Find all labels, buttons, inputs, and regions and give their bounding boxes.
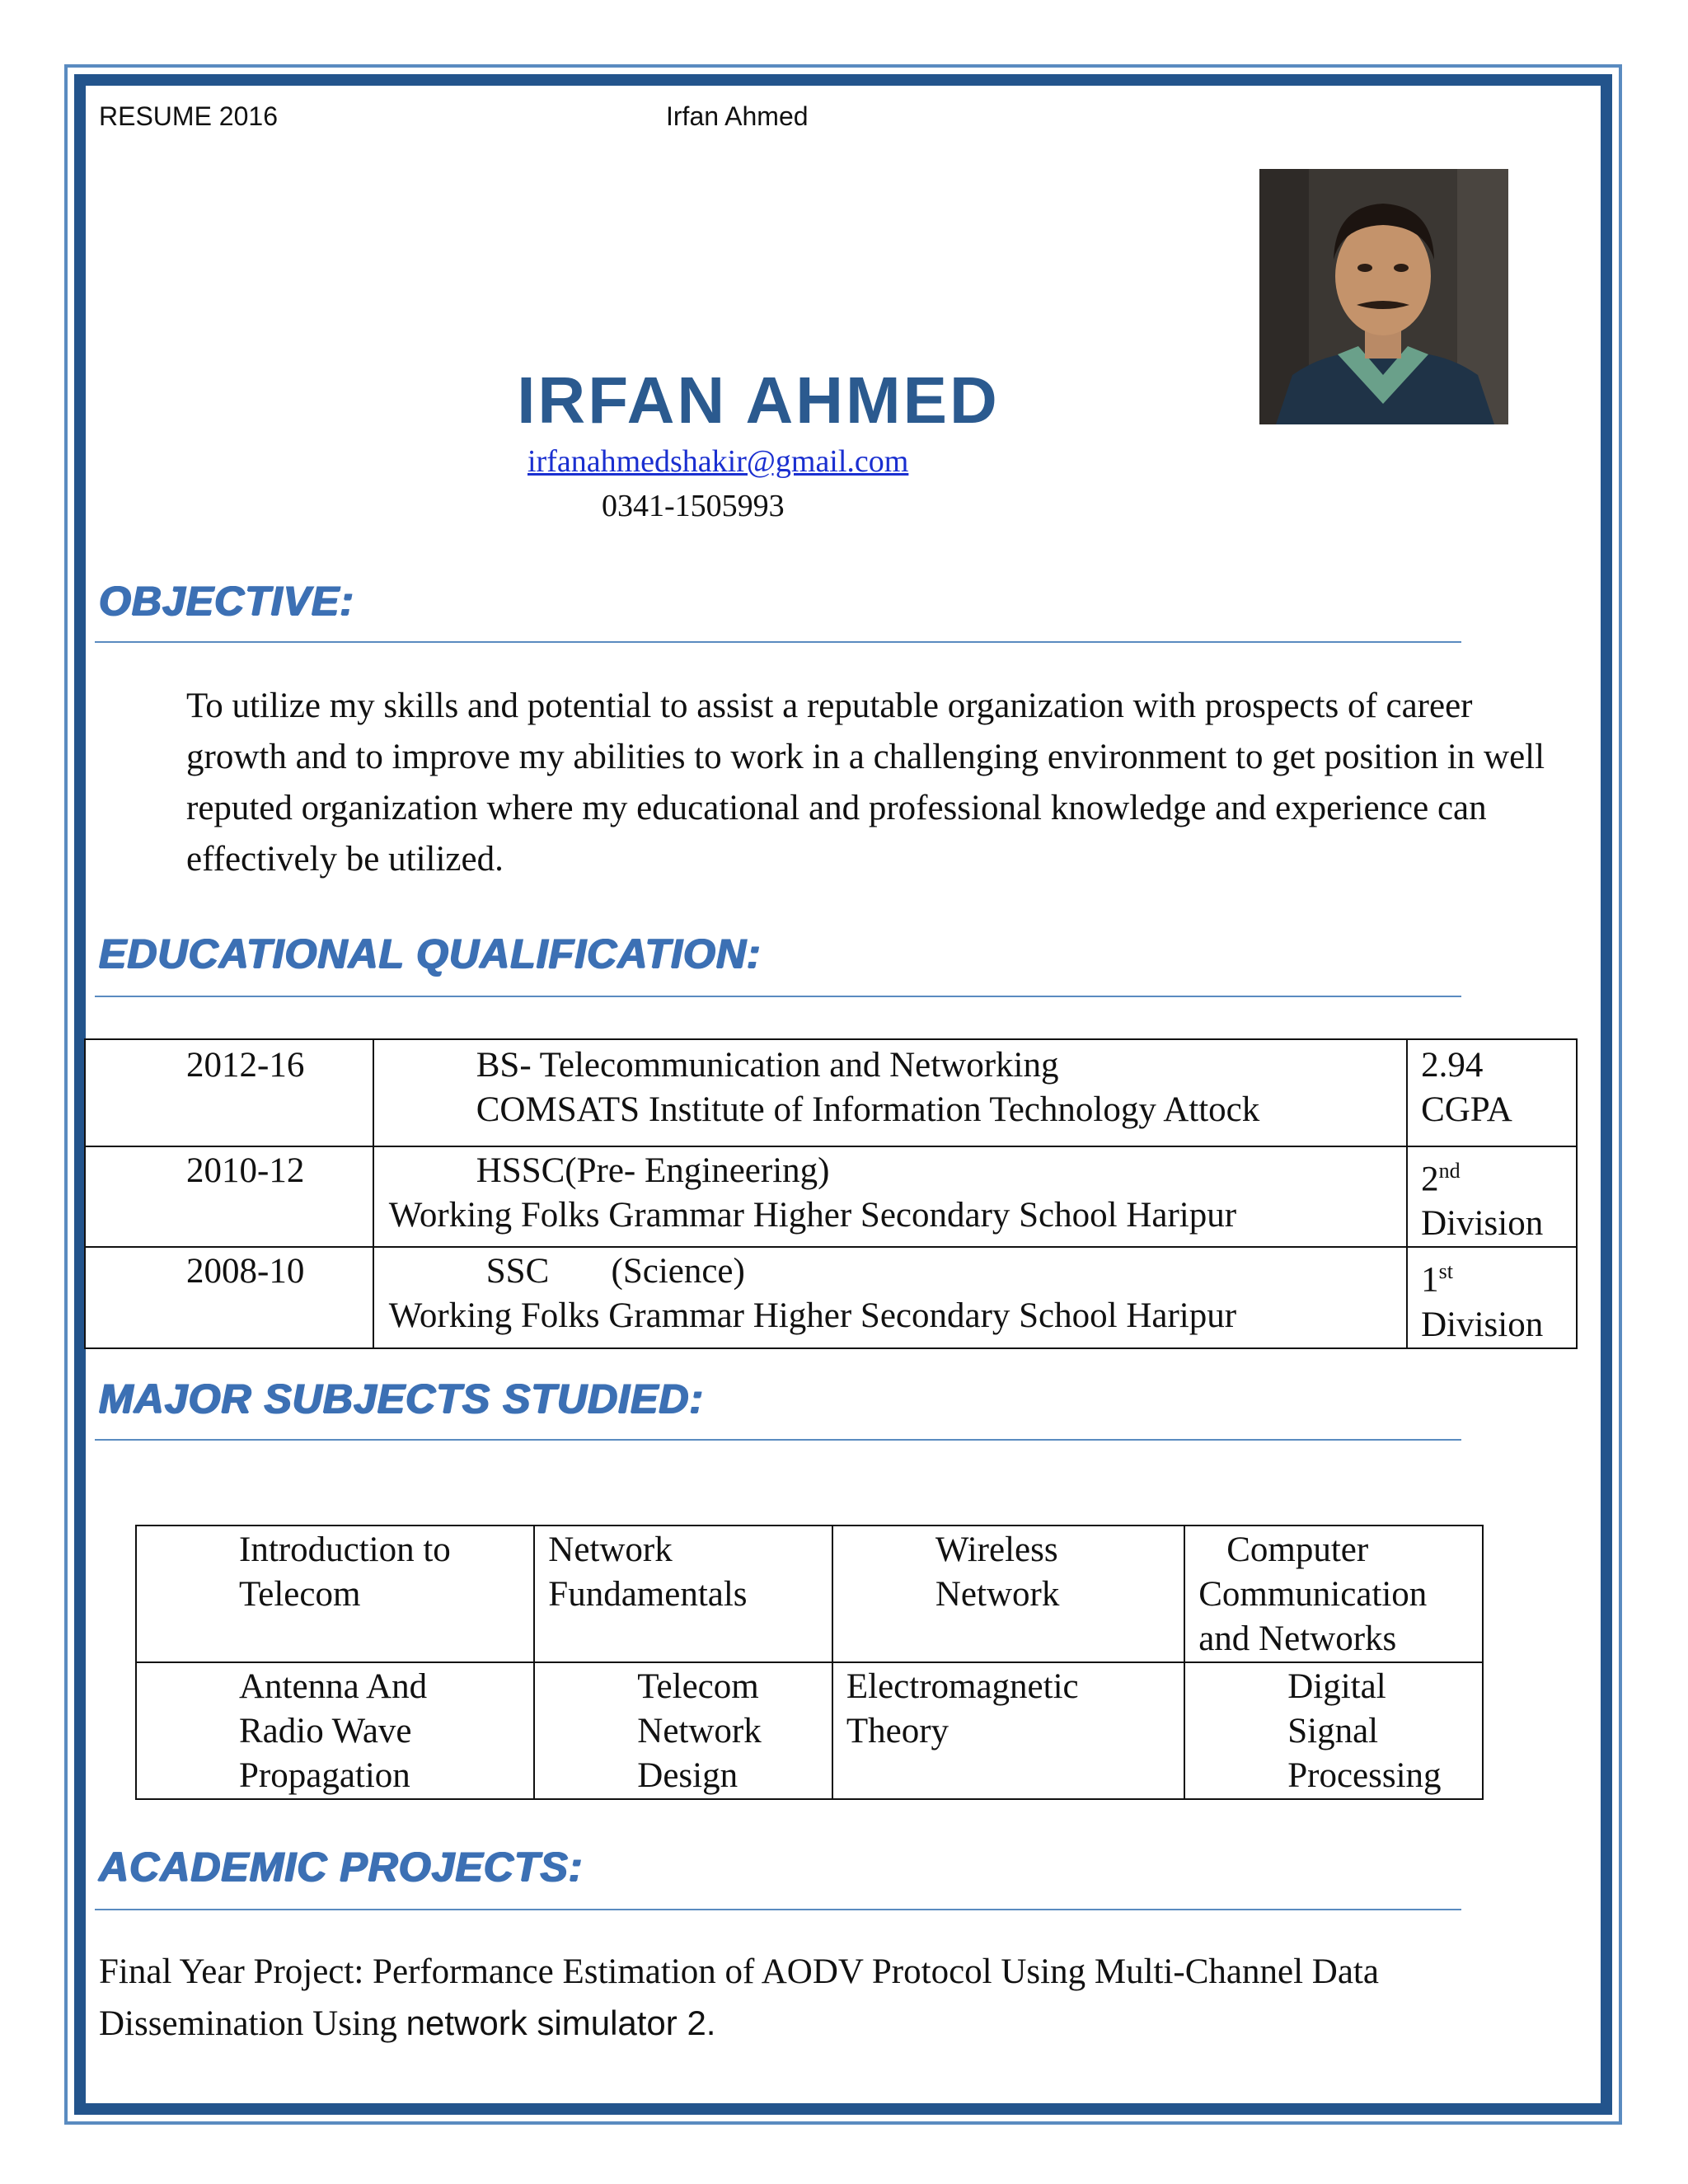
edu-result-unit: Division <box>1421 1204 1544 1244</box>
edu-institute: COMSATS Institute of Information Technology Attock <box>476 1090 1260 1129</box>
subjects-heading: MAJOR SUBJECTS STUDIED: <box>99 1376 705 1422</box>
education-heading: EDUCATIONAL QUALIFICATION: <box>99 930 762 977</box>
edu-result <box>1421 1043 1576 1088</box>
edu-result-unit: Division <box>1421 1305 1544 1344</box>
subject-cell <box>136 1526 534 1662</box>
edu-degree-cell <box>373 1247 1407 1347</box>
subject-line: Telecom <box>637 1667 759 1706</box>
edu-year-cell <box>85 1039 373 1146</box>
edu-result-unit: CGPA <box>1421 1090 1512 1129</box>
subject-line: Design <box>637 1756 738 1795</box>
header-resume-year: RESUME 2016 <box>99 101 278 131</box>
edu-year: 2008-10 <box>186 1252 305 1291</box>
edu-institute: Working Folks Grammar Higher Secondary School Haripur <box>388 1196 1237 1235</box>
email-link[interactable]: irfanahmedshakir@gmail.com <box>528 444 909 479</box>
subject-line: Electromagnetic <box>846 1667 1079 1706</box>
objective-heading: OBJECTIVE: <box>99 578 355 624</box>
edu-result-suffix: nd <box>1438 1159 1461 1183</box>
education-divider <box>95 996 1461 997</box>
edu-result-cell <box>1407 1247 1577 1347</box>
edu-year: 2012-16 <box>186 1046 305 1085</box>
subject-cell <box>1184 1526 1483 1662</box>
subject-cell <box>832 1662 1184 1799</box>
objective-text: To utilize my skills and potential to assist a reputable organization with prospects of career growth and to improve my abilities to work in a challenging environment to get position in well reputed organization where my educational and professional knowledge and experience can effectively be utilized. <box>186 687 1545 879</box>
edu-result-cell <box>1407 1146 1577 1247</box>
subject-line: Radio Wave <box>239 1712 412 1750</box>
project-description <box>99 1947 1550 2050</box>
subject-line: Introduction to <box>239 1530 451 1569</box>
subject-line: Theory <box>846 1712 950 1750</box>
table-row <box>85 1146 1577 1247</box>
candidate-name: IRFAN AHMED <box>517 363 1000 437</box>
subject-line: Processing <box>1287 1756 1442 1795</box>
subject-cell <box>534 1526 832 1662</box>
table-row <box>85 1039 1577 1146</box>
subject-line: Propagation <box>239 1756 410 1795</box>
edu-institute: Working Folks Grammar Higher Secondary School Haripur <box>388 1296 1237 1336</box>
edu-result <box>1421 1249 1576 1302</box>
subject-line: Computer <box>1226 1530 1369 1569</box>
subject-line: Network <box>935 1575 1060 1614</box>
profile-photo <box>1259 169 1508 424</box>
phone-number: 0341-1505993 <box>602 489 785 523</box>
edu-result-value: 2.94 <box>1421 1046 1484 1085</box>
edu-degree: SSC (Science) <box>485 1252 745 1291</box>
edu-year-cell <box>85 1146 373 1247</box>
projects-heading: ACADEMIC PROJECTS: <box>99 1844 584 1890</box>
edu-degree-cell <box>373 1039 1407 1146</box>
subject-line: Telecom <box>239 1575 361 1614</box>
project-text-tail: network simulator 2. <box>406 2004 716 2042</box>
edu-result <box>1421 1149 1576 1202</box>
subject-line: Digital <box>1287 1667 1386 1706</box>
objective-divider <box>95 641 1461 643</box>
edu-degree: BS- Telecommunication and Networking <box>476 1046 1059 1085</box>
subject-line: Antenna And <box>239 1667 428 1706</box>
table-row <box>136 1526 1483 1662</box>
portrait-image <box>1259 169 1508 424</box>
subject-line: Wireless <box>935 1530 1058 1569</box>
education-table <box>84 1038 1578 1349</box>
subject-line: Fundamentals <box>548 1575 748 1614</box>
table-row <box>136 1662 1483 1799</box>
table-row <box>85 1247 1577 1347</box>
subject-line: Communication <box>1198 1575 1428 1614</box>
subject-cell <box>534 1662 832 1799</box>
edu-degree: HSSC(Pre- Engineering) <box>476 1151 830 1190</box>
subject-line: and Networks <box>1198 1619 1397 1658</box>
subjects-divider <box>95 1439 1461 1441</box>
edu-result-value: 1 <box>1421 1260 1439 1300</box>
project-text: Final Year Project: Performance Estimation of AODV Protocol Using Multi-Channel Data Dissemination Using <box>99 1952 1379 2043</box>
edu-year: 2010-12 <box>186 1151 305 1190</box>
subject-cell <box>136 1662 534 1799</box>
edu-year-cell <box>85 1247 373 1347</box>
edu-degree-cell <box>373 1146 1407 1247</box>
subject-cell <box>1184 1662 1483 1799</box>
projects-divider <box>95 1909 1461 1910</box>
subjects-table <box>135 1525 1484 1800</box>
edu-result-value: 2 <box>1421 1160 1439 1199</box>
subject-line: Network <box>548 1530 673 1569</box>
edu-result-suffix: st <box>1438 1259 1453 1284</box>
subject-line: Network <box>637 1712 762 1750</box>
subject-cell <box>832 1526 1184 1662</box>
header-name: Irfan Ahmed <box>666 101 809 131</box>
edu-result-cell <box>1407 1039 1577 1146</box>
subject-line: Signal <box>1287 1712 1379 1750</box>
